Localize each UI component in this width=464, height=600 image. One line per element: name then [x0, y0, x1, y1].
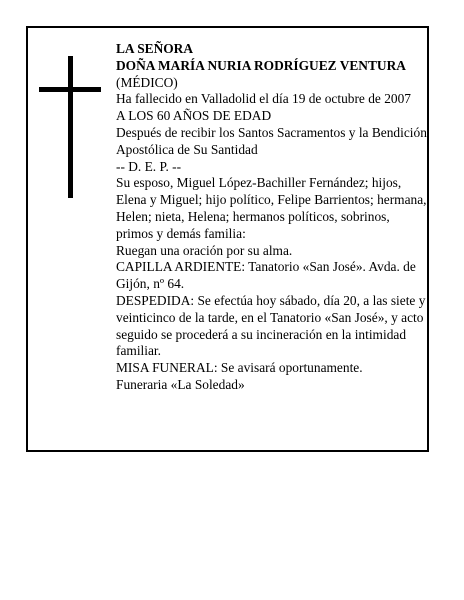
death-statement: Ha fallecido en Valladolid el día 19 de octubre de 2007 — [116, 91, 411, 107]
funeral-home: Funeraria «La Soledad» — [116, 376, 245, 392]
farewell-info: DESPEDIDA: Se efectúa hoy sábado, día 20, a las siete y veinticinco de la tarde, en el Tanatorio «San José», y acto seguido se procederá a su incineración en la intimidad familiar. — [116, 292, 426, 359]
heading-title: LA SEÑORA — [116, 41, 194, 56]
deceased-name: DOÑA MARÍA NURIA RODRÍGUEZ VENTURA — [116, 57, 406, 73]
age-statement: A LOS 60 AÑOS DE EDAD — [116, 108, 272, 124]
family-list: Su esposo, Miguel López-Bachiller Fernández; hijos, Elena y Miguel; hijo político, Felipe Barrientos; hermana, Helen; nieta, Helena; hermanos políticos, sobrinos, primos y demás familia: — [116, 175, 427, 241]
obituary-text — [116, 41, 428, 394]
chapel-info: CAPILLA ARDIENTE: Tanatorio «San José». Avda. de Gijón, nº 64. — [116, 259, 416, 292]
cross-vertical-bar — [68, 56, 73, 198]
sacraments-statement: Después de recibir los Santos Sacramentos y la Bendición Apostólica de Su Santidad — [116, 124, 427, 157]
prayer-request: Ruegan una oración por su alma. — [116, 242, 293, 258]
profession: (MÉDICO) — [116, 74, 178, 90]
funeral-mass-info: MISA FUNERAL: Se avisará oportunamente. — [116, 360, 363, 376]
obituary-notice — [26, 26, 429, 452]
cross-horizontal-bar — [39, 87, 101, 92]
rip-line: -- D. E. P. -- — [116, 158, 182, 174]
